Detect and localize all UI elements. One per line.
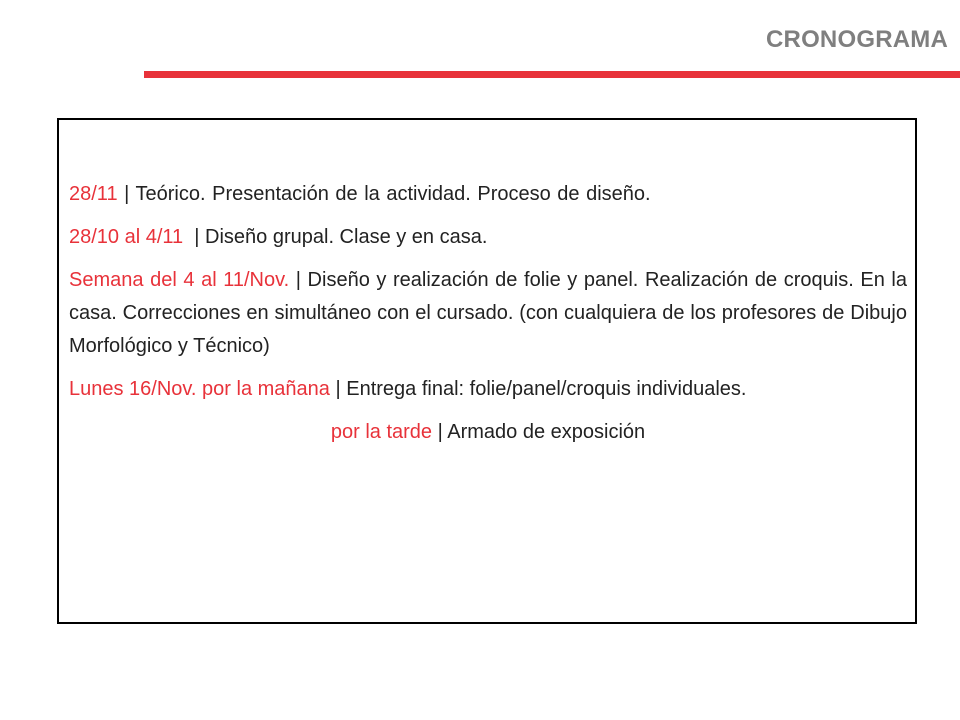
entry-description: | Entrega final: folie/panel/croquis individuales. xyxy=(329,378,747,400)
entry-description: | Teórico. Presentación de la actividad. Proceso de diseño. xyxy=(117,183,651,205)
entry-description: | Armado de exposición xyxy=(432,421,646,443)
schedule-box xyxy=(57,118,917,624)
schedule-list xyxy=(69,178,907,459)
entry-date: por la tarde xyxy=(330,421,433,443)
title-underline xyxy=(144,71,960,78)
entry-description: | Diseño y realización de folie y panel. Realización de croquis. En la casa. Correcciones en simultáneo con el cursado. (con cualquiera de los profesores de Dibujo Morfológico y Técnico) xyxy=(69,269,907,357)
schedule-entry xyxy=(69,416,907,449)
schedule-entry xyxy=(69,178,907,211)
entry-description: | Diseño grupal. Clase y en casa. xyxy=(183,226,488,248)
entry-date: 28/11 xyxy=(69,183,118,205)
entry-date: 28/10 al 4/11 xyxy=(69,226,184,248)
schedule-entry xyxy=(69,264,907,363)
schedule-entry xyxy=(69,221,907,254)
title-underline-bar xyxy=(144,71,960,78)
entry-date: Lunes 16/Nov. por la mañana xyxy=(69,378,330,400)
entry-date: Semana del 4 al 11/Nov. xyxy=(69,269,290,291)
schedule-entry xyxy=(69,373,907,406)
slide-title: CRONOGRAMA xyxy=(766,26,948,53)
